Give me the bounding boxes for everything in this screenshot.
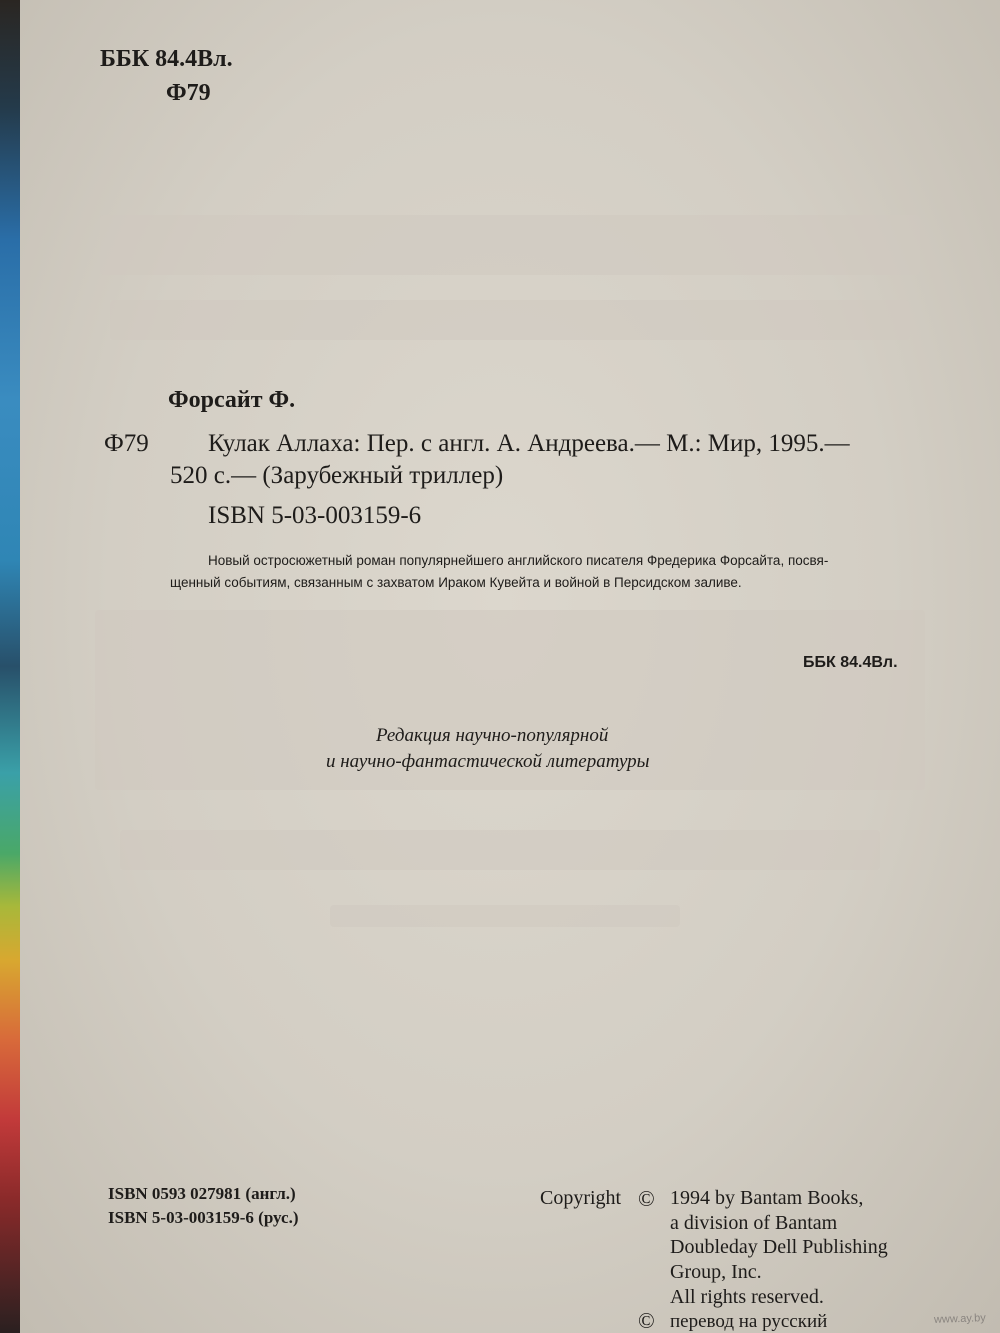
author-name: Форсайт Ф.: [168, 387, 296, 413]
show-through-block: [120, 830, 880, 870]
header-code: Ф79: [166, 80, 211, 106]
isbn-english: ISBN 0593 027981 (англ.): [108, 1184, 296, 1203]
entry-code: Ф79: [104, 430, 149, 457]
editorial-line: и научно-фантастической литературы: [326, 751, 650, 772]
editorial-line: Редакция научно-популярной: [376, 725, 609, 746]
entry-isbn: ISBN 5-03-003159-6: [208, 502, 422, 529]
copyright-line: Group, Inc.: [670, 1261, 762, 1283]
copyright-line: перевод на русский: [670, 1311, 828, 1332]
annotation-line: Новый остросюжетный роман популярнейшего английского писателя Фредерика Форсайта, посвя-: [208, 553, 829, 568]
book-spine-edge: [0, 0, 20, 1333]
bbk-right: ББК 84.4Вл.: [803, 654, 898, 671]
entry-pages-line: 520 с.— (Зарубежный триллер): [170, 462, 504, 489]
copyright-line: Doubleday Dell Publishing: [670, 1236, 888, 1258]
entry-title-line: Кулак Аллаха: Пер. с англ. А. Андреева.— М.: Мир, 1995.—: [208, 430, 850, 457]
copyright-line: All rights reserved.: [670, 1286, 824, 1308]
annotation-line: щенный событиям, связанным с захватом Ираком Кувейта и войной в Персидском заливе.: [170, 575, 742, 590]
show-through-block: [330, 905, 680, 927]
copyright-symbol: ©: [638, 1308, 655, 1333]
show-through-block: [110, 300, 910, 340]
watermark: www.ay.by: [934, 1312, 987, 1326]
copyright-label: Copyright: [540, 1187, 622, 1209]
header-bbk: ББК 84.4Вл.: [100, 46, 233, 72]
copyright-line: 1994 by Bantam Books,: [670, 1187, 864, 1209]
show-through-block: [100, 215, 920, 275]
copyright-symbol: ©: [638, 1186, 655, 1211]
copyright-line: a division of Bantam: [670, 1212, 838, 1234]
isbn-russian: ISBN 5-03-003159-6 (рус.): [108, 1208, 299, 1227]
